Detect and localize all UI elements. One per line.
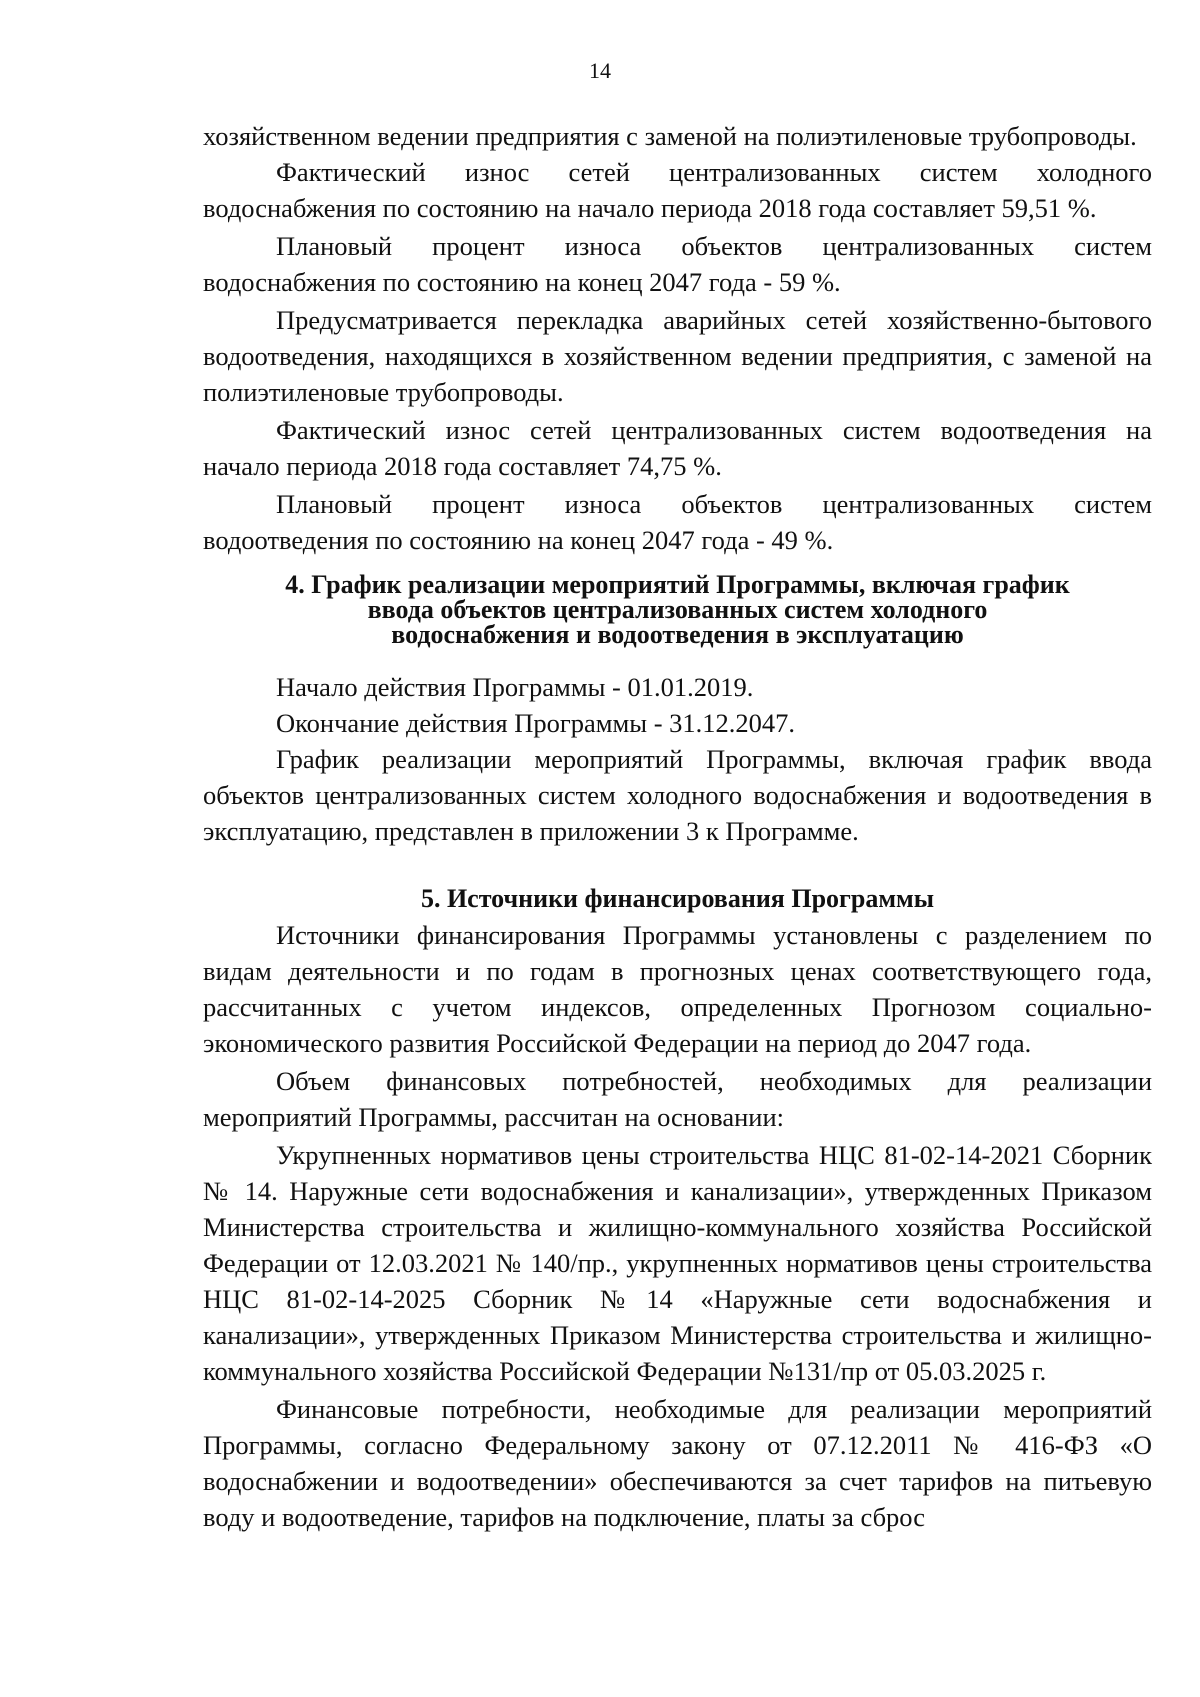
- paragraph-continuation: хозяйственном ведении предприятия с заменой на полиэтиленовые трубопроводы.: [203, 121, 1137, 151]
- page-number: 14: [589, 58, 611, 83]
- paragraph-planned-sewer-wear: Плановый процент износа объектов централизованных систем водоотведения по состоянию на конец 2047 года - 49 %.: [203, 489, 1152, 555]
- paragraph-planned-water-supply-wear: Плановый процент износа объектов централизованных систем водоснабжения по состоянию на конец 2047 года - 59 %.: [203, 231, 1152, 297]
- document-body: [203, 118, 1152, 1535]
- section-4-heading-line-2: ввода объектов централизованных систем холодного: [367, 595, 988, 624]
- paragraph-financing-sources: Источники финансирования Программы установлены с разделением по видам деятельности и по годам в прогнозных ценах соответствующего года, рассчитанных с учетом индексов, определенных Прогнозом социально-экономического развития Российской Федерации на период до 2047 года.: [203, 920, 1152, 1058]
- paragraph-schedule: График реализации мероприятий Программы, включая график ввода объектов централизованных систем холодного водоснабжения и водоотведения в эксплуатацию, представлен в приложении 3 к Программе.: [203, 744, 1152, 846]
- paragraph-water-supply-wear: Фактический износ сетей централизованных систем холодного водоснабжения по состоянию на начало периода 2018 года составляет 59,51 %.: [203, 157, 1152, 223]
- paragraph-program-end: Окончание действия Программы - 31.12.2047.: [276, 708, 796, 738]
- section-5-heading: 5. Источники финансирования Программы: [420, 884, 935, 913]
- paragraph-funding-tariffs: Финансовые потребности, необходимые для реализации мероприятий Программы, согласно Федеральному закону от 07.12.2011 № 416-ФЗ «О водоснабжении и водоотведении» обеспечиваются за счет тарифов на питьевую воду и водоотведение, тарифов на подключение, платы за сброс: [203, 1394, 1152, 1532]
- section-4-heading-line-1: 4. График реализации мероприятий Программы, включая график: [285, 570, 1070, 599]
- paragraph-sewer-wear: Фактический износ сетей централизованных систем водоотведения на начало периода 2018 года составляет 74,75 %.: [203, 415, 1152, 481]
- paragraph-cost-standards: Укрупненных нормативов цены строительства НЦС 81-02-14-2021 Сборник № 14. Наружные сети водоснабжения и канализации», утвержденных Приказом Министерства строительства и жилищно-коммунального хозяйства Российской Федерации от 12.03.2021 № 140/пр., укрупненных нормативов цены строительства НЦС 81-02-14-2025 Сборник №14 «Наружные сети водоснабжения и канализации», утвержденных Приказом Министерства строительства и жилищно-коммунального хозяйства Российской Федерации №131/пр от 05.03.2025 г.: [203, 1140, 1152, 1386]
- paragraph-financial-needs: Объем финансовых потребностей, необходимых для реализации мероприятий Программы, рассчитан на основании:: [203, 1066, 1152, 1132]
- paragraph-sewer-relay: Предусматривается перекладка аварийных сетей хозяйственно-бытового водоотведения, находящихся в хозяйственном ведении предприятия, с заменой на полиэтиленовые трубопроводы.: [203, 305, 1152, 407]
- section-4-heading-line-3: водоснабжения и водоотведения в эксплуатацию: [391, 620, 964, 649]
- paragraph-program-start: Начало действия Программы - 01.01.2019.: [276, 672, 754, 702]
- section-4-heading: [203, 572, 1152, 647]
